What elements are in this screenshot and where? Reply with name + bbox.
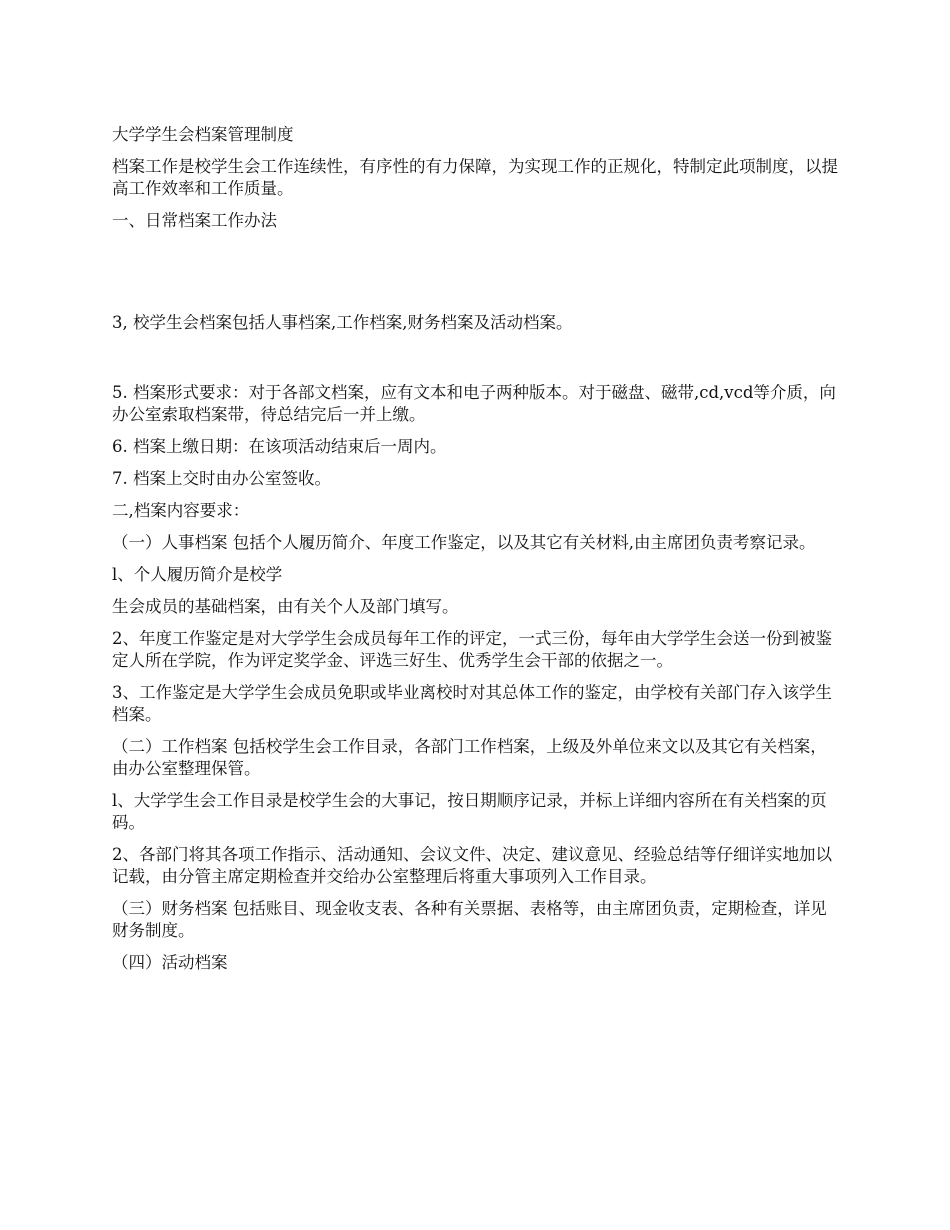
- paragraph: （二）工作档案 包括校学生会工作目录，各部门工作档案，上级及外单位来文以及其它有关档案，由办公室整理保管。: [112, 737, 827, 778]
- section-heading: 一、日常档案工作办法: [112, 211, 277, 230]
- paragraph: （三）财务档案 包括账目、现金收支表、各种有关票据、表格等，由主席团负责，定期检查，详见财务制度。: [112, 899, 827, 940]
- paragraph: 2、各部门将其各项工作指示、活动通知、会议文件、决定、建议意见、经验总结等仔细详实地加以记载，由分管主席定期检查并交给办公室整理后将重大事项列入工作目录。: [112, 845, 832, 886]
- document-title: 大学学生会档案管理制度: [112, 125, 294, 144]
- paragraph: 7. 档案上交时由办公室签收。: [112, 469, 331, 488]
- section-heading: 二,档案内容要求：: [112, 501, 250, 520]
- paragraph: 6. 档案上缴日期：在该项活动结束后一周内。: [112, 437, 447, 456]
- paragraph: 3、工作鉴定是大学学生会成员免职或毕业离校时对其总体工作的鉴定，由学校有关部门存入该学生档案。: [112, 683, 832, 724]
- paragraph: 2、年度工作鉴定是对大学学生会成员每年工作的评定，一式三份，每年由大学学生会送一份到被鉴定人所在学院，作为评定奖学金、评选三好生、优秀学生会干部的依据之一。: [112, 629, 832, 670]
- paragraph: （一）人事档案 包括个人履历简介、年度工作鉴定，以及其它有关材料,由主席团负责考察记录。: [112, 533, 816, 552]
- paragraph: 生会成员的基础档案，由有关个人及部门填写。: [112, 597, 459, 616]
- paragraph: （四）活动档案: [112, 953, 228, 972]
- paragraph: 档案工作是校学生会工作连续性，有序性的有力保障，为实现工作的正规化，特制定此项制度，以提高工作效率和工作质量。: [112, 157, 838, 198]
- document-body: [112, 124, 842, 984]
- paragraph: 5. 档案形式要求：对于各部文档案，应有文本和电子两种版本。对于磁盘、磁带,cd,vcd等介质，向办公室索取档案带，待总结完后一并上缴。: [112, 383, 836, 424]
- paragraph: l、个人履历简介是校学: [112, 565, 283, 584]
- paragraph: l、大学学生会工作目录是校学生会的大事记，按日期顺序记录，并标上详细内容所在有关档案的页码。: [112, 791, 827, 832]
- paragraph: 3, 校学生会档案包括人事档案,工作档案,财务档案及活动档案。: [112, 313, 573, 332]
